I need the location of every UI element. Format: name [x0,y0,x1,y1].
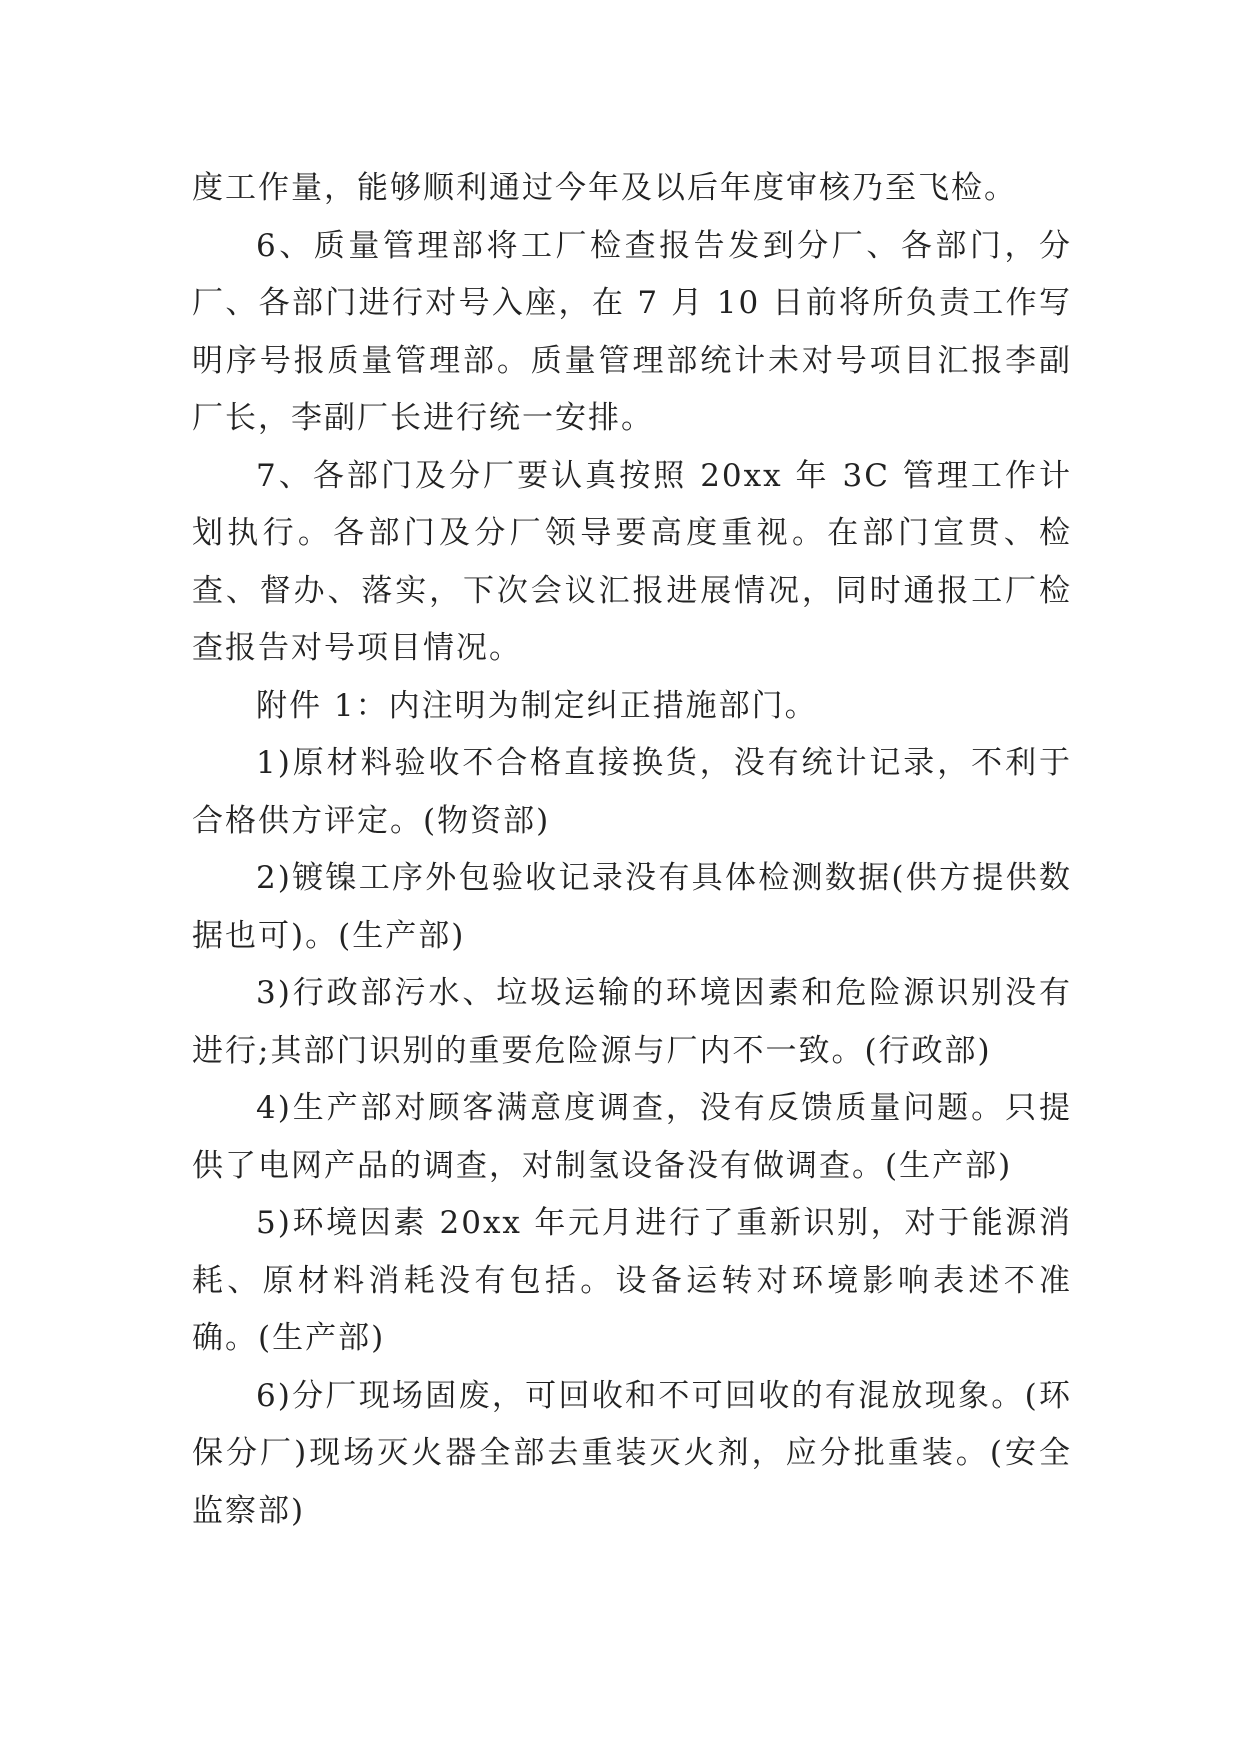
paragraph-finding-3: 3)行政部污水、垃圾运输的环境因素和危险源识别没有进行;其部门识别的重要危险源与厂内不一致。(行政部) [192,975,1072,1069]
paragraph-finding-6: 6)分厂现场固废，可回收和不可回收的有混放现象。(环保分厂)现场灭火器全部去重装灭火剂，应分批重装。(安全监察部) [192,1377,1072,1529]
paragraph-finding-2: 2)镀镍工序外包验收记录没有具体检测数据(供方提供数据也可)。(生产部) [192,860,1072,954]
paragraph-finding-5: 5)环境因素 20xx 年元月进行了重新识别，对于能源消耗、原材料消耗没有包括。设备运转对环境影响表述不准确。(生产部) [192,1205,1072,1356]
paragraph-finding-1: 1)原材料验收不合格直接换货，没有统计记录，不利于合格供方评定。(物资部) [192,745,1072,839]
paragraph-attachment-heading: 附件 1：内注明为制定纠正措施部门。 [256,687,818,724]
paragraph-item-7: 7、各部门及分厂要认真按照 20xx 年 3C 管理工作计划执行。各部门及分厂领导要高度重视。在部门宣贯、检查、督办、落实，下次会议汇报进展情况，同时通报工厂检查报告对号项目情况。 [192,457,1072,666]
paragraph-continuation: 度工作量，能够顺利通过今年及以后年度审核乃至飞检。 [192,170,1017,206]
document-body [192,160,1072,1540]
paragraph-finding-4: 4)生产部对顾客满意度调查，没有反馈质量问题。只提供了电网产品的调查，对制氢设备没有做调查。(生产部) [192,1090,1072,1184]
paragraph-item-6: 6、质量管理部将工厂检查报告发到分厂、各部门，分厂、各部门进行对号入座，在 7 月 10 日前将所负责工作写明序号报质量管理部。质量管理部统计未对号项目汇报李副厂长，李副厂长进行统一安排。 [192,227,1072,436]
